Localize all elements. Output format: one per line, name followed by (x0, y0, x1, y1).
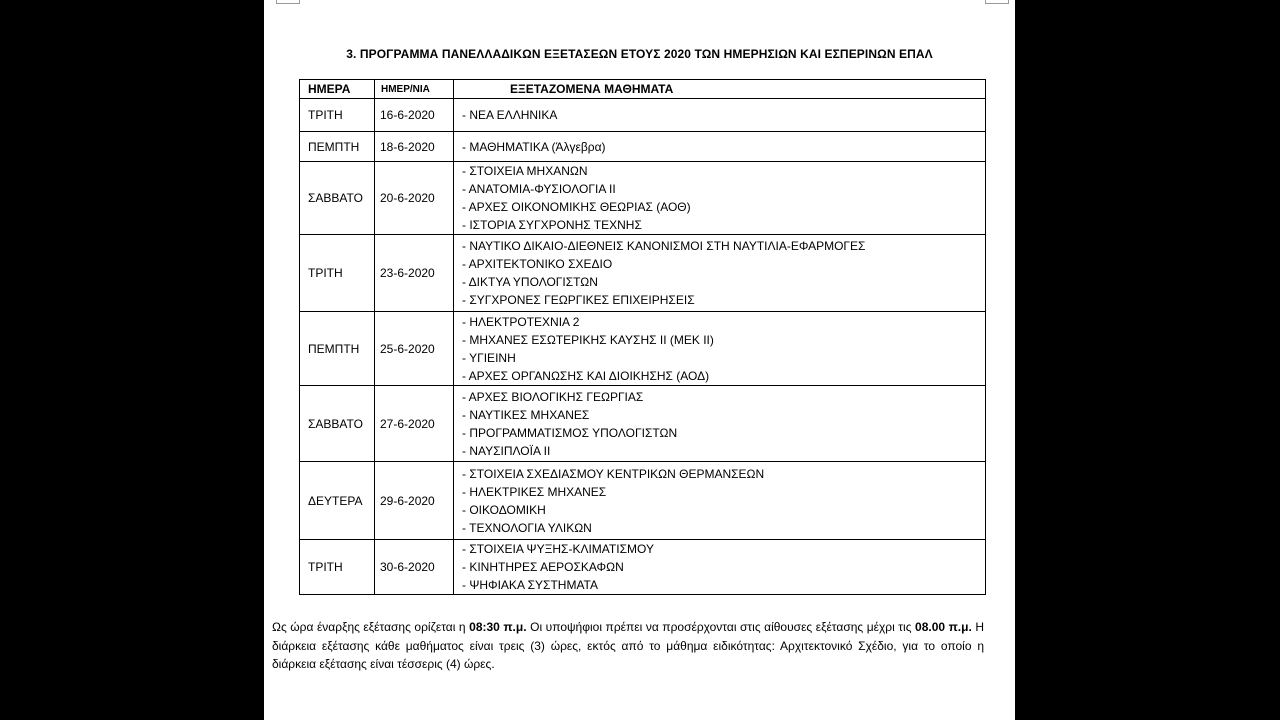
subject-item: - ΔΙΚΤΥΑ ΥΠΟΛΟΓΙΣΤΩΝ (462, 275, 598, 289)
page-corner-mark-left (276, 0, 300, 4)
cell-day: ΔΕΥΤΕΡΑ (300, 462, 375, 540)
header-subjects: ΕΞΕΤΑΖΟΜΕΝΑ ΜΑΘΗΜΑΤΑ (454, 80, 986, 99)
subject-item: - ΜΑΘΗΜΑΤΙΚΑ (Άλγεβρα) (462, 139, 606, 154)
cell-day: ΠΕΜΠΤΗ (300, 132, 375, 162)
subject-item: - ΤΕΧΝΟΛΟΓΙΑ ΥΛΙΚΩΝ (462, 520, 592, 535)
subject-item: - ΣΤΟΙΧΕΙΑ ΜΗΧΑΝΩΝ (462, 164, 588, 178)
cell-subjects (454, 386, 986, 462)
cell-day: ΠΕΜΠΤΗ (300, 312, 375, 386)
cell-date: 18-6-2020 (375, 132, 454, 162)
cell-date: 16-6-2020 (375, 99, 454, 132)
exam-time-note (272, 618, 984, 674)
subject-item: - ΑΝΑΤΟΜΙΑ-ΦΥΣΙΟΛΟΓΙΑ ΙΙ (462, 182, 616, 196)
subject-item: - ΝΑΥΣΙΠΛΟΪΑ ΙΙ (462, 443, 551, 458)
subject-item: - ΝΕΑ ΕΛΛΗΝΙΚΑ (462, 108, 558, 122)
cell-date: 27-6-2020 (375, 386, 454, 462)
note-text-2: Οι υποψήφιοι πρέπει να προσέρχονται στις αίθουσες εξέτασης μέχρι τις (526, 620, 916, 634)
table-row (300, 99, 986, 132)
note-arrival-time: 08.00 π.μ. (915, 620, 972, 634)
subject-item: - ΟΙΚΟΔΟΜΙΚΗ (462, 502, 546, 517)
document-page (264, 0, 1015, 720)
subject-item: - ΗΛΕΚΤΡΙΚΕΣ ΜΗΧΑΝΕΣ (462, 484, 607, 499)
cell-day: ΤΡΙΤΗ (300, 235, 375, 312)
subject-item: - ΥΓΙΕΙΝΗ (462, 350, 516, 365)
table-row (300, 132, 986, 162)
cell-date: 29-6-2020 (375, 462, 454, 540)
subject-item: - ΣΤΟΙΧΕΙΑ ΣΧΕΔΙΑΣΜΟΥ ΚΕΝΤΡΙΚΩΝ ΘΕΡΜΑΝΣΕΩΝ (462, 466, 765, 481)
cell-subjects (454, 235, 986, 312)
table-row (300, 462, 986, 540)
cell-subjects (454, 132, 986, 162)
cell-date: 23-6-2020 (375, 235, 454, 312)
subject-item: - ΣΤΟΙΧΕΙΑ ΨΥΞΗΣ-ΚΛΙΜΑΤΙΣΜΟΥ (462, 542, 654, 556)
subject-item: - ΜΗΧΑΝΕΣ ΕΣΩΤΕΡΙΚΗΣ ΚΑΥΣΗΣ ΙΙ (ΜΕΚ ΙΙ) (462, 332, 714, 347)
note-text-3: Η διάρκεια εξέτασης κάθε μαθήματος είναι τρεις (3) ώρες, εκτός από το μάθημα ειδικότητας: Αρχιτεκτονικό Σχέδιο, για το οποίο η διάρκεια εξέτασης είναι τέσσερις (4) ώρες. (272, 620, 984, 671)
header-date: ΗΜΕΡ/ΝΙΑ (375, 80, 454, 99)
subject-item: - ΝΑΥΤΙΚΕΣ ΜΗΧΑΝΕΣ (462, 407, 590, 422)
cell-day: ΣΑΒΒΑΤΟ (300, 386, 375, 462)
cell-date: 30-6-2020 (375, 540, 454, 595)
document-title: 3. ΠΡΟΓΡΑΜΜΑ ΠΑΝΕΛΛΑΔΙΚΩΝ ΕΞΕΤΑΣΕΩΝ ΕΤΟΥΣ 2020 ΤΩΝ ΗΜΕΡΗΣΙΩΝ ΚΑΙ ΕΣΠΕΡΙΝΩΝ ΕΠΑΛ (346, 47, 933, 61)
cell-date: 25-6-2020 (375, 312, 454, 386)
subject-item: - ΑΡΧΕΣ ΟΡΓΑΝΩΣΗΣ ΚΑΙ ΔΙΟΙΚΗΣΗΣ (ΑΟΔ) (462, 368, 710, 383)
subject-item: - ΑΡΧΕΣ ΟΙΚΟΝΟΜΙΚΗΣ ΘΕΩΡΙΑΣ (ΑΟΘ) (462, 200, 691, 214)
cell-day: ΣΑΒΒΑΤΟ (300, 162, 375, 235)
cell-subjects (454, 162, 986, 235)
subject-item: - ΑΡΧΙΤΕΚΤΟΝΙΚΟ ΣΧΕΔΙΟ (462, 257, 613, 271)
table-row (300, 386, 986, 462)
subject-item: - ΠΡΟΓΡΑΜΜΑΤΙΣΜΟΣ ΥΠΟΛΟΓΙΣΤΩΝ (462, 425, 678, 440)
exam-schedule-table (299, 79, 986, 595)
subject-item: - ΑΡΧΕΣ ΒΙΟΛΟΓΙΚΗΣ ΓΕΩΡΓΙΑΣ (462, 389, 644, 404)
table-row (300, 235, 986, 312)
subject-item: - ΗΛΕΚΤΡΟΤΕΧΝΙΑ 2 (462, 314, 580, 329)
subject-item: - ΣΥΓΧΡΟΝΕΣ ΓΕΩΡΓΙΚΕΣ ΕΠΙΧΕΙΡΗΣΕΙΣ (462, 293, 695, 307)
cell-subjects (454, 540, 986, 595)
table-row (300, 162, 986, 235)
cell-day: ΤΡΙΤΗ (300, 540, 375, 595)
subject-item: - ΙΣΤΟΡΙΑ ΣΥΓΧΡΟΝΗΣ ΤΕΧΝΗΣ (462, 218, 642, 232)
header-day: ΗΜΕΡΑ (300, 80, 375, 99)
page-corner-mark-right (985, 0, 1009, 4)
note-text-1: Ως ώρα έναρξης εξέτασης ορίζεται η (272, 620, 470, 634)
cell-subjects (454, 99, 986, 132)
table-row (300, 312, 986, 386)
cell-subjects (454, 462, 986, 540)
cell-day: ΤΡΙΤΗ (300, 99, 375, 132)
cell-subjects (454, 312, 986, 386)
subject-item: - ΝΑΥΤΙΚΟ ΔΙΚΑΙΟ-ΔΙΕΘΝΕΙΣ ΚΑΝΟΝΙΣΜΟΙ ΣΤΗ ΝΑΥΤΙΛΙΑ-ΕΦΑΡΜΟΓΕΣ (462, 239, 866, 253)
table-header-row (300, 80, 986, 99)
subject-item: - ΚΙΝΗΤΗΡΕΣ ΑΕΡΟΣΚΑΦΩΝ (462, 560, 624, 574)
table-row (300, 540, 986, 595)
note-start-time: 08:30 π.μ. (469, 620, 527, 634)
cell-date: 20-6-2020 (375, 162, 454, 235)
subject-item: - ΨΗΦΙΑΚΑ ΣΥΣΤΗΜΑΤΑ (462, 578, 599, 592)
